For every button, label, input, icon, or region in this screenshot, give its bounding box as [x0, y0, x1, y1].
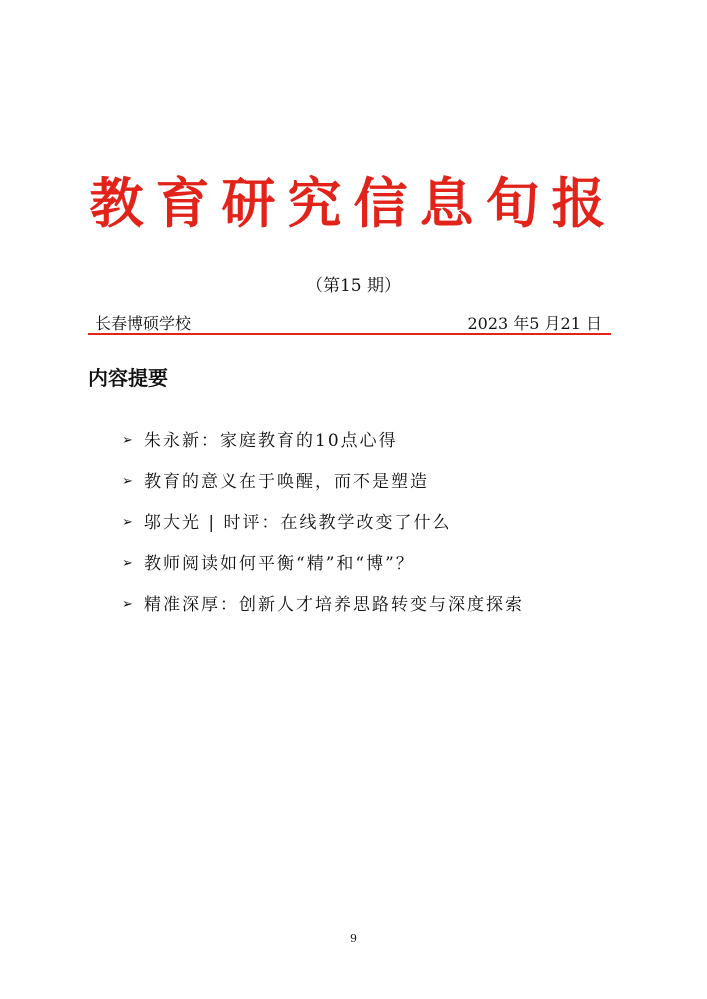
arrow-right-icon: ➢: [122, 432, 133, 448]
contents-item-title: 邬大光 | 时评：在线教学改变了什么: [144, 512, 452, 533]
contents-item-title: 教育的意义在于唤醒，而不是塑造: [144, 471, 429, 492]
contents-item-title: 精准深厚：创新人才培养思路转变与深度探索: [144, 594, 524, 615]
contents-list: [122, 420, 524, 625]
arrow-right-icon: ➢: [122, 514, 133, 530]
contents-item: [122, 543, 524, 584]
header-rule: [88, 333, 611, 335]
contents-item: [122, 584, 524, 625]
arrow-right-icon: ➢: [122, 555, 133, 571]
school-name: 长春博硕学校: [95, 314, 192, 333]
contents-item: [122, 502, 524, 543]
contents-heading: 内容提要: [88, 366, 168, 390]
contents-item: [122, 420, 524, 461]
masthead-title: 教育研究信息旬报: [89, 171, 618, 235]
contents-item: [122, 461, 524, 502]
contents-item-title: 教师阅读如何平衡“精”和“博”？: [144, 553, 415, 574]
page-number: 9: [350, 932, 357, 945]
publication-date: 2023 年5 月21 日: [467, 314, 602, 333]
arrow-right-icon: ➢: [122, 596, 133, 612]
issue-number: （第15 期）: [305, 276, 402, 296]
contents-item-title: 朱永新：家庭教育的10点心得: [144, 430, 398, 451]
arrow-right-icon: ➢: [122, 473, 133, 489]
